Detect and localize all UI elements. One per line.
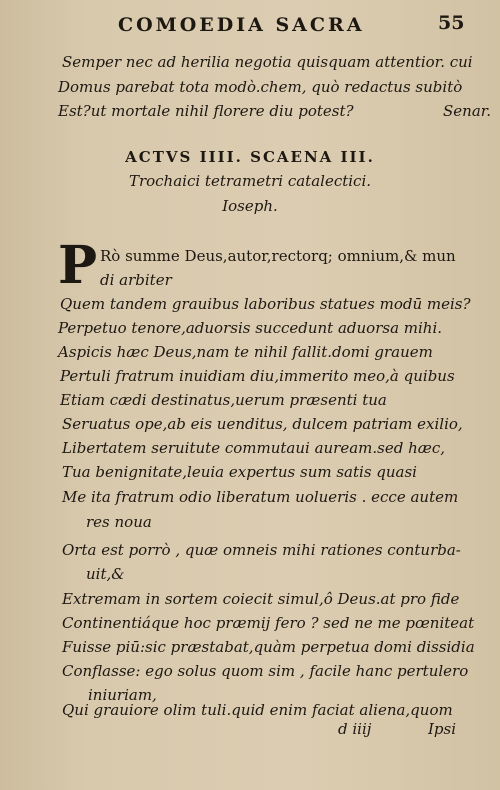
- text-line: Perpetuo tenore,aduorsis succedunt aduorsa mihi.: [58, 319, 443, 337]
- text-line: Conflasse: ego solus quom sim , facile hanc pertulero: [62, 662, 469, 680]
- meter-heading: Trochaici tetrametri catalectici.: [128, 172, 372, 190]
- text-line: iniuriam,: [88, 686, 157, 704]
- text-line: uit,&: [86, 565, 125, 583]
- text-line: Aspicis hæc Deus,nam te nihil fallit.domi grauem: [58, 343, 433, 361]
- text-line: Tua benignitate,leuia expertus sum satis quasi: [62, 463, 417, 481]
- text-line: Libertatem seruitute commutaui auream.sed hæc,: [62, 439, 446, 457]
- text-line: res noua: [86, 513, 152, 531]
- text-line: Extremam in sortem coiecit simul,ô Deus.at pro fide: [62, 590, 460, 608]
- text-line: Seruatus ope,ab eis uenditus, dulcem patriam exilio,: [62, 415, 463, 433]
- text-line: Domus parebat tota modò.chem, quò redactus subitò: [58, 78, 463, 96]
- running-head: COMOEDIA SACRA: [118, 14, 365, 36]
- text-line: Me ita fratrum odio liberatum uolueris . ecce autem: [62, 488, 459, 506]
- text-line: Continentiáque hoc præmij fero ? sed ne me pœniteat: [62, 614, 475, 632]
- signature-mark: d iiij: [338, 720, 372, 738]
- text-line: Orta est porrò , quæ omneis mihi rationes conturba-: [62, 541, 461, 559]
- text-line: Rò summe Deus,autor,rectorq; omnium,& mun: [100, 247, 456, 265]
- text-line: Pertuli fratrum inuidiam diu,immerito meo,à quibus: [60, 367, 455, 385]
- text-line: Quem tandem grauibus laboribus statues modū meis?: [60, 295, 471, 313]
- meter-note: Senar.: [443, 102, 492, 120]
- act-heading: ACTVS IIII. SCAENA III.: [125, 148, 375, 166]
- text-line: di arbiter: [100, 271, 172, 289]
- page-header: [0, 12, 500, 42]
- text-line: Est?ut mortale nihil florere diu potest?: [58, 102, 354, 120]
- text-line: Fuisse piū:sic præstabat,quàm perpetua domi dissidia: [62, 638, 475, 656]
- text-line: Etiam cædi destinatus,uerum præsenti tua: [60, 391, 387, 409]
- speaker-name: Ioseph.: [222, 197, 278, 215]
- page-number: 55: [438, 12, 465, 34]
- drop-cap: P: [58, 235, 98, 296]
- catchword: Ipsi: [428, 720, 457, 738]
- text-line: Semper nec ad herilia negotia quisquam attentior. cui: [62, 53, 473, 71]
- text-line: Qui grauiore olim tuli.quid enim faciat aliena,quom: [62, 701, 453, 719]
